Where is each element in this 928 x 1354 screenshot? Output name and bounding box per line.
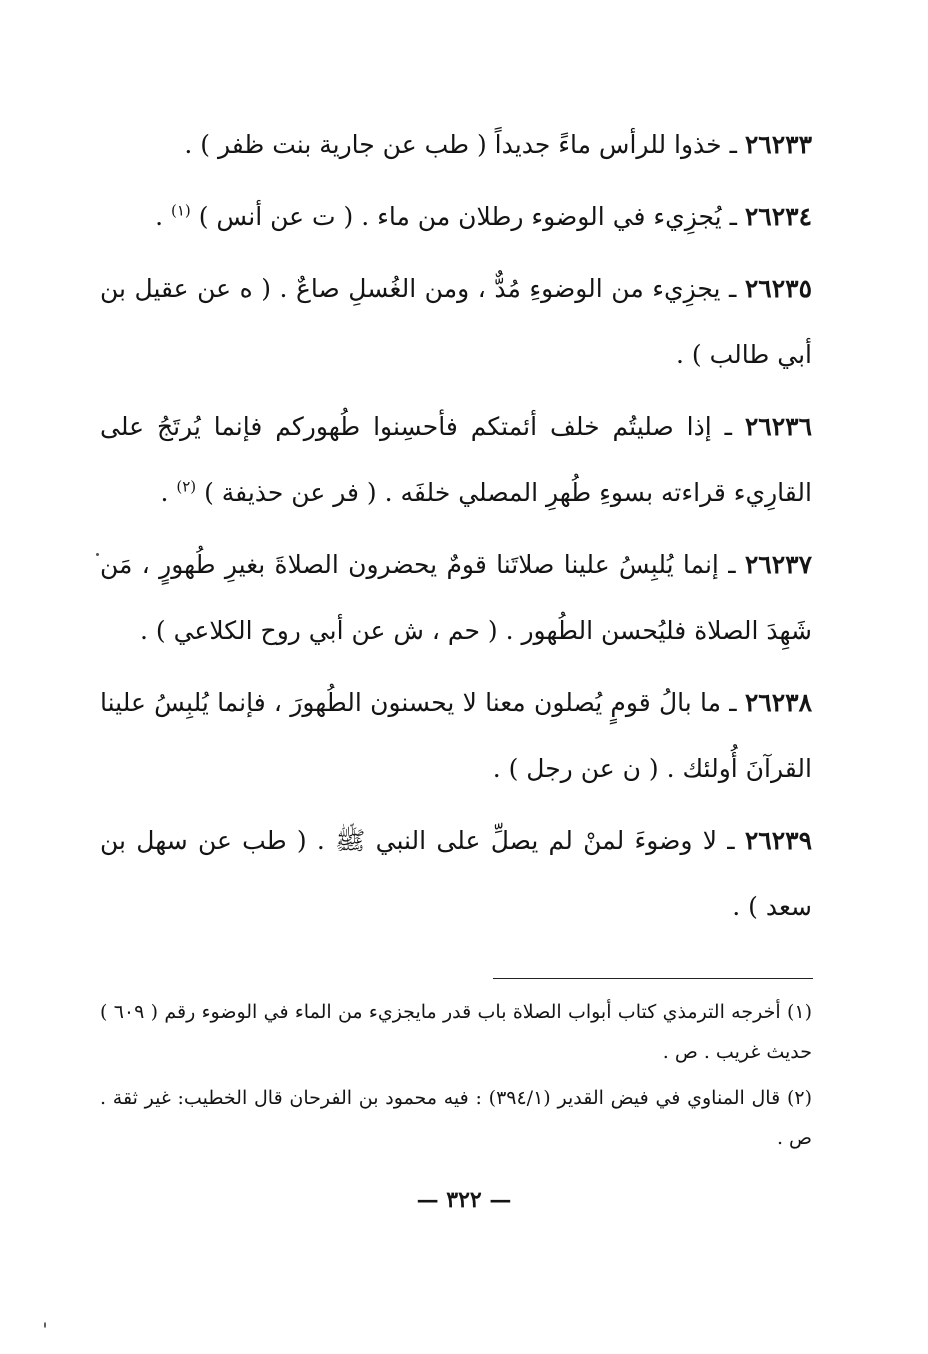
hadith-text: يُجزِيء في الوضوء رطلان من ماء . ( ت عن أنس ) — [198, 202, 722, 231]
scan-speck — [44, 1322, 46, 1328]
hadith-text: خذوا للرأس ماءً جديداً ( طب عن جارية بنت ظفر ) . — [184, 130, 722, 159]
footnote-marker: (٢) — [176, 477, 197, 496]
page-number: — ٣٢٢ — — [416, 1187, 512, 1213]
hadith-text: إذا صليتُم خلف أئمتكم فأحسِنوا طُهوركم فإنما يُرتَجُ على القارِيء قراءته بسوءِ طُهرِ المصلي خلفَه . ( فر عن حذيفة ) — [100, 412, 812, 507]
hadith-tail: . — [155, 202, 171, 231]
hadith-number: ٢٦٢٣٩ — [744, 826, 813, 855]
hadith-text: يجزِيء من الوضوءِ مُدٌّ ، ومن الغُسلِ صاعٌ . ( ه عن عقيل بن أبي طالب ) . — [100, 274, 812, 369]
hadith-list — [100, 112, 812, 946]
hadith-number: ٢٦٢٣٦ — [744, 412, 813, 441]
hadith-text: لا وضوءَ لمنْ لم يصلِّ على النبي ﷺ . ( طب عن سهل بن سعد ) . — [100, 826, 812, 921]
hadith-number: ٢٦٢٣٥ — [744, 274, 813, 303]
footnote-marker: (٢) — [786, 1087, 812, 1109]
footnote-marker: (١) — [786, 1001, 812, 1023]
hadith-text: إنما يُلبِسُ علينا صلاتَنا قومٌ يحضرون الصلاةَ بغيرِ طُهورٍ ، مَن شَهِدَ الصلاة فليُحسن الطُهور . ( حم ، ش عن أبي روح الكلاعي ) . — [100, 550, 812, 645]
footnotes-section — [100, 992, 812, 1164]
hadith-number: ٢٦٢٣٤ — [744, 202, 812, 231]
hadith-entry: ٢٦٢٣٥ ـ يجزِيء من الوضوءِ مُدٌّ ، ومن الغُسلِ صاعٌ . ( ه عن عقيل بن أبي طالب ) . — [100, 274, 813, 369]
scan-speck — [96, 553, 99, 556]
hadith-entry: ٢٦٢٣٦ ـ إذا صليتُم خلف أئمتكم فأحسِنوا طُهوركم فإنما يُرتَجُ على القارِيء قراءته بسوءِ طُهرِ المصلي خلفَه . ( فر عن حذيفة ) $^{(٢)}$ . — [100, 412, 813, 507]
hadith-entry: ٢٦٢٣٧ ـ إنما يُلبِسُ علينا صلاتَنا قومٌ يحضرون الصلاةَ بغيرِ طُهورٍ ، مَن شَهِدَ الصلاة فليُحسن الطُهور . ( حم ، ش عن أبي روح الكلاعي ) . — [100, 550, 813, 645]
footnote — [100, 992, 812, 1072]
hadith-number: ٢٦٢٣٧ — [744, 550, 813, 579]
footnote — [100, 1078, 812, 1158]
hadith-number: ٢٦٢٣٨ — [744, 688, 812, 717]
footnote-text: أخرجه الترمذي كتاب أبواب الصلاة باب قدر مايجزيء من الماء في الوضوء رقم ( ٦٠٩ ) حديث غريب . ص . — [100, 1001, 812, 1063]
hadith-entry: ٢٦٢٣٨ ـ ما بالُ قومٍ يُصلون معنا لا يحسنون الطُهورَ ، فإنما يُلبِسُ علينا القرآنَ أُولئك . ( ن عن رجل ) . — [100, 688, 812, 783]
hadith-number: ٢٦٢٣٣ — [744, 130, 812, 159]
hadith-entry: ٢٦٢٣٤ ـ يُجزِيء في الوضوء رطلان من ماء . ( ت عن أنس ) $^{(١)}$ . — [155, 201, 812, 231]
footnote-text: قال المناوي في فيض القدير (٣٩٤/١) : فيه محمود بن الفرحان قال الخطيب: غير ثقة . ص . — [100, 1087, 812, 1149]
hadith-tail: . — [160, 478, 177, 507]
hadith-entry: ٢٦٢٣٩ ـ لا وضوءَ لمنْ لم يصلِّ على النبي ﷺ . ( طب عن سهل بن سعد ) . — [100, 826, 813, 921]
hadith-text: ما بالُ قومٍ يُصلون معنا لا يحسنون الطُهورَ ، فإنما يُلبِسُ علينا القرآنَ أُولئك . ( ن عن رجل ) . — [100, 688, 812, 783]
footnote-divider — [493, 978, 813, 979]
hadith-entry: ٢٦٢٣٣ ـ خذوا للرأس ماءً جديداً ( طب عن جارية بنت ظفر ) . — [184, 130, 812, 159]
footnote-marker: (١) — [170, 201, 191, 220]
